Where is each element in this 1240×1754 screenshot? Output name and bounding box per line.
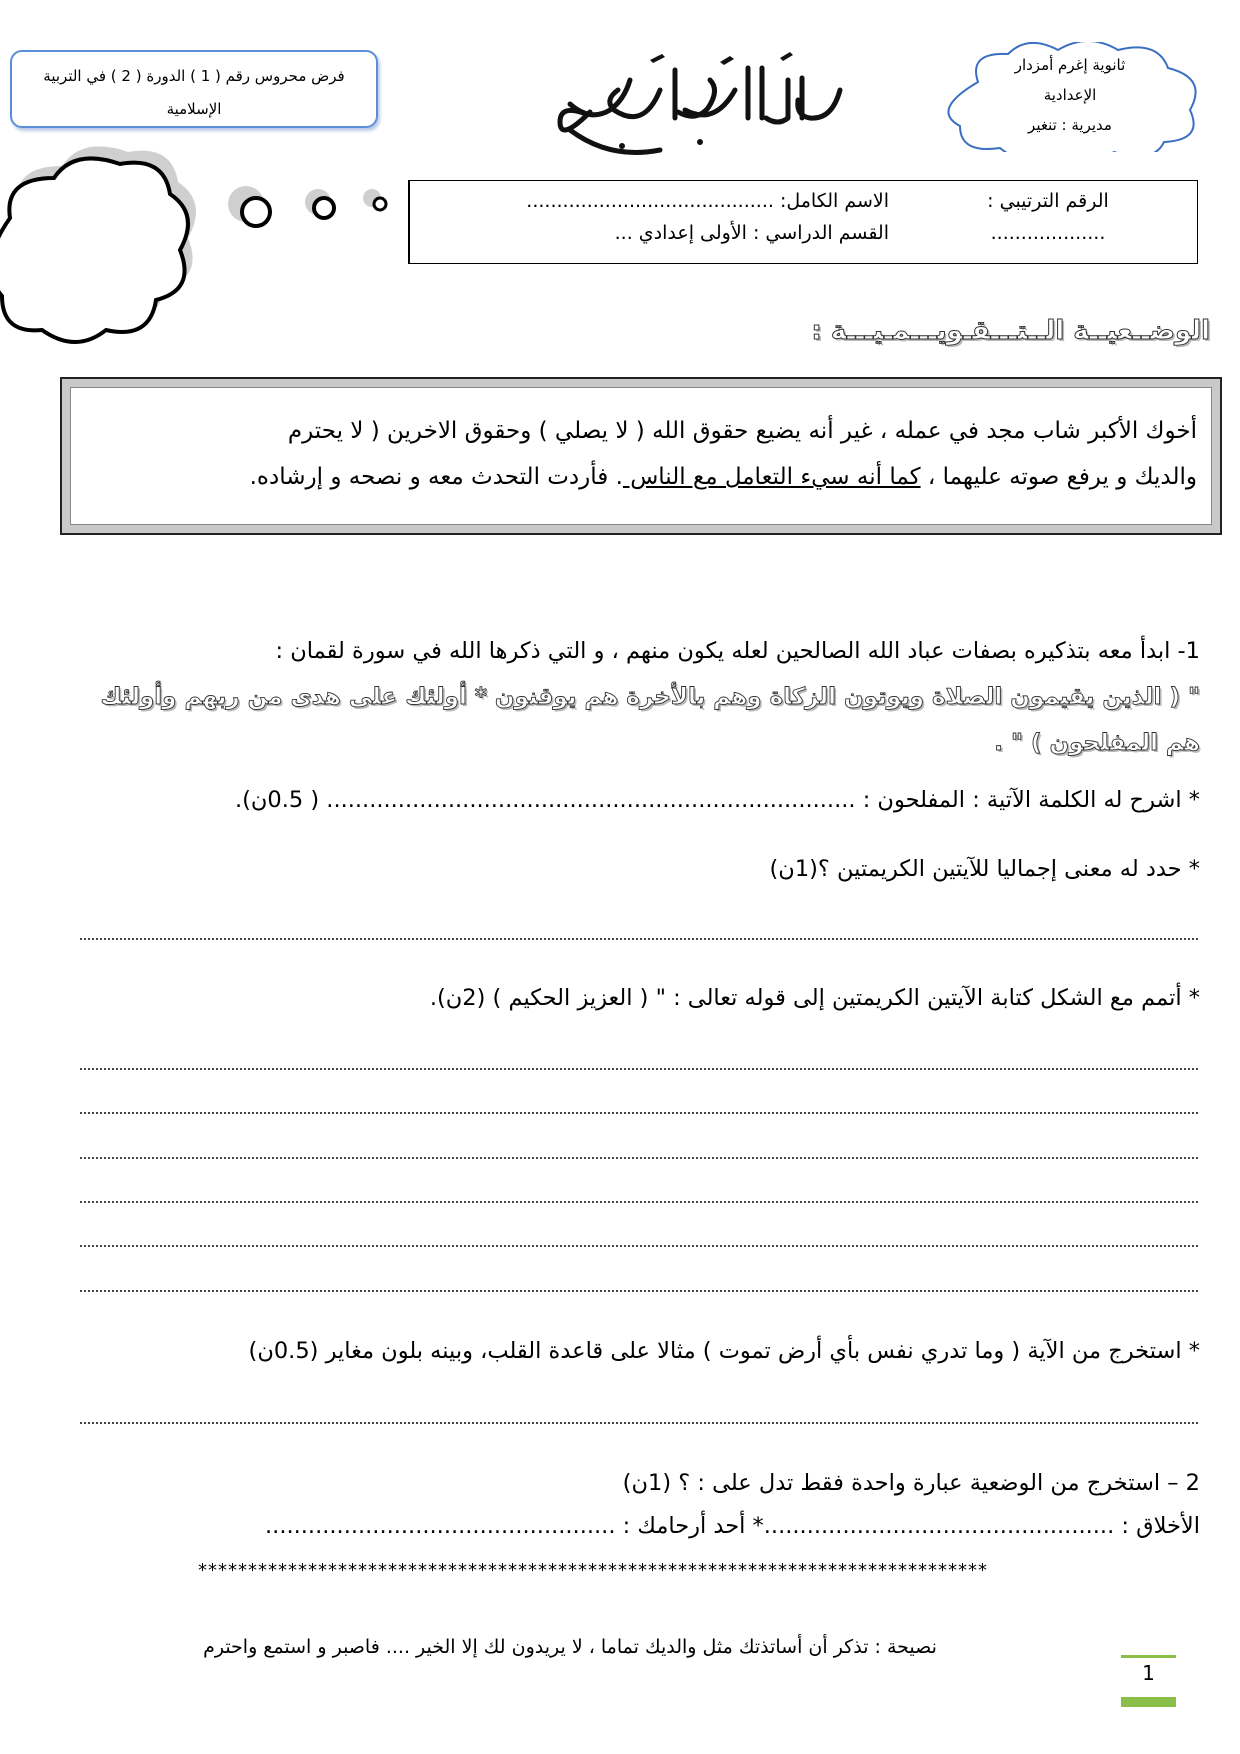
- answer-line[interactable]: [80, 934, 1198, 940]
- scenario-box: [60, 377, 1222, 535]
- question-1: [70, 628, 1200, 766]
- basmala-calligraphy: [540, 50, 860, 160]
- q1-d: * استخرج من الآية ( وما تدري نفس بأي أرض تموت ) مثالا على قاعدة القلب، وبينه بلون مغاير (0.5ن): [248, 1338, 1200, 1364]
- q1-intro: 1- ابدأ معه بتذكيره بصفات عباد الله الصالحين لعله يكون منهم ، و التي ذكرها الله في سورة لقمان :: [275, 638, 1200, 664]
- thought-bubble: [0, 146, 400, 356]
- scenario-line-2b: . فأردت التحدث معه و نصحه و إرشاده.: [249, 464, 623, 490]
- scenario-line-2a: والديك و يرفع صوته عليهما ،: [920, 464, 1197, 490]
- class-field[interactable]: القسم الدراسي : الأولى إعدادي ...: [614, 222, 889, 244]
- student-info-table: [408, 180, 1198, 264]
- scenario-underlined: كما أنه سيء التعامل مع الناس: [622, 464, 921, 490]
- answer-line[interactable]: [80, 1153, 1198, 1159]
- q1-verse-line-1: " ( الذين يقيمون الصلاة ويوتون الزكاة وهم بالأخرة هم يوقنون * أولئك على هدى من ربهم وأولئك: [100, 684, 1200, 710]
- student-info-right: [409, 181, 899, 263]
- separator: *******************************************************************************: [198, 1560, 988, 1581]
- answer-line[interactable]: [80, 1197, 1198, 1203]
- scenario-line-1: أخوك الأكبر شاب مجد في عمله ، غير أنه يضيع حقوق الله ( لا يصلي ) وحقوق الاخرين ( لا يحترم: [287, 418, 1197, 444]
- school-info: [960, 50, 1180, 140]
- answer-line[interactable]: [80, 1064, 1198, 1070]
- answer-line[interactable]: [80, 1418, 1198, 1424]
- exam-title: فرض محروس رقم ( 1 ) الدورة ( 2 ) في التربية الإسلامية: [43, 67, 345, 118]
- q1-a: * اشرح له الكلمة الآتية : المفلحون : .......................................................................... ( 0.5ن).: [234, 787, 1200, 813]
- q2-intro: 2 – استخرج من الوضعية عبارة واحدة فقط تدل على : ؟ (1ن): [622, 1470, 1200, 1496]
- rank-field[interactable]: ...................: [990, 222, 1106, 244]
- q1-c: * أتمم مع الشكل كتابة الآيتين الكريمتين إلى قوله تعالى : " ( العزيز الحكيم ) (2ن).: [429, 985, 1200, 1011]
- scenario-text: [70, 387, 1212, 525]
- answer-line[interactable]: [80, 1241, 1198, 1247]
- page-number-bar: [1121, 1697, 1176, 1707]
- section-title: الوضــعيــة الــتـــقـويـــمـيـــة :: [811, 316, 1210, 346]
- q1-b: * حدد له معنى إجماليا للآيتين الكريمتين ؟(1ن): [769, 856, 1200, 882]
- full-name-field[interactable]: الاسم الكامل: .........................................: [526, 190, 889, 212]
- page-number-rule: [1121, 1655, 1176, 1658]
- scenario-line-2: [85, 454, 1197, 500]
- school-name: ثانوية إغرم أمزدار: [1014, 56, 1126, 74]
- exam-title-box: [10, 50, 378, 128]
- q1-verse-line-2: هم المفلحون ) " .: [994, 730, 1200, 756]
- advice-text: نصيحة : تذكر أن أساتذتك مثل والديك تماما ، لا يريدون لك إلا الخير .... فاصبر و استمع واحترم: [203, 1636, 937, 1658]
- school-directorate: مديرية : تنغير: [1028, 116, 1112, 134]
- answer-line[interactable]: [80, 1286, 1198, 1292]
- rank-label: الرقم الترتيبي :: [987, 190, 1109, 212]
- page-number: 1: [1142, 1661, 1155, 1685]
- q2-answer-line[interactable]: الأخلاق : .................................................* أحد أرحامك : .................................................: [265, 1513, 1200, 1539]
- school-level: الإعدادية: [1043, 86, 1097, 104]
- answer-line[interactable]: [80, 1108, 1198, 1114]
- student-info-left: [899, 181, 1197, 263]
